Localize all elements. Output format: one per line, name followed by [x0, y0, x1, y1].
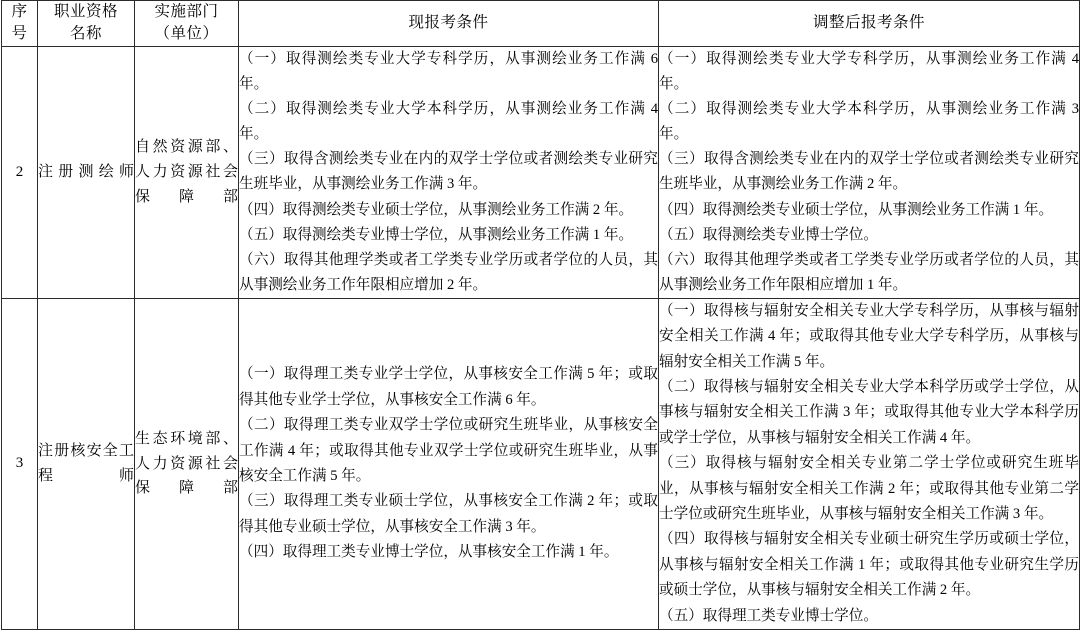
condition-item: （三）取得理工类专业硕士学位，从事核安全工作满 2 年；或取得其他专业硕士学位，从事核安全工作满 3 年。 — [239, 493, 658, 535]
row-seq: 3 — [2, 298, 38, 629]
row-implementing-department — [135, 46, 239, 298]
condition-item: （六）取得其他理学类或者工学类专业学历或者学位的人员，其从事测绘业务工作年限相应增加 2 年。 — [239, 251, 658, 293]
condition-item: （一）取得测绘类专业大学专科学历，从事测绘业务工作满 4 年。 — [659, 50, 1079, 93]
column-header-adjusted-conditions: 调整后报考条件 — [659, 1, 1080, 47]
condition-item: （五）取得测绘类专业博士学位，从事测绘业务工作满 1 年。 — [239, 226, 634, 243]
condition-item: （三）取得含测绘类专业在内的双学士学位或者测绘类专业研究生班毕业，从事测绘业务工作满 2 年。 — [659, 151, 1079, 193]
row-implementing-department — [135, 298, 239, 629]
condition-item: （五）取得理工类专业博士学位。 — [659, 607, 878, 624]
column-header-current-conditions: 现报考条件 — [239, 1, 659, 47]
row-qualification-name-text: 注册核安全工程师 — [38, 443, 134, 484]
column-header-implementing-department: 实施部门 （单位） — [135, 1, 239, 47]
condition-item: （四）取得理工类专业博士学位，从事核安全工作满 1 年。 — [239, 544, 619, 561]
table-row — [2, 46, 1080, 298]
column-header-qualification-name: 职业资格 名称 — [38, 1, 135, 47]
condition-item: （五）取得测绘类专业博士学位。 — [659, 226, 878, 243]
condition-item: （一）取得测绘类专业大学专科学历，从事测绘业务工作满 6 年。 — [239, 50, 658, 93]
row-adjusted-conditions — [659, 298, 1080, 629]
row-qualification-name — [38, 298, 135, 629]
condition-item: （一）取得核与辐射安全相关专业大学专科学历，从事核与辐射安全相关工作满 4 年；或取得其他专业大学专科学历，从事核与辐射安全相关工作满 5 年。 — [659, 302, 1079, 370]
condition-item: （四）取得测绘类专业硕士学位，从事测绘业务工作满 2 年。 — [239, 201, 634, 218]
table-body — [2, 46, 1080, 629]
row-qualification-name-text: 注册测绘师 — [38, 164, 134, 181]
row-implementing-department-text: 自然资源部、人力资源社会保障部 — [135, 139, 238, 205]
condition-item: （二）取得核与辐射安全相关专业大学本科学历或学士学位，从事核与辐射安全相关工作满 3 年；或取得其他专业大学本科学历或学士学位，从事核与辐射安全相关工作满 4 年。 — [659, 379, 1079, 446]
condition-item: （三）取得含测绘类专业在内的双学士学位或者测绘类专业研究生班毕业，从事测绘业务工作满 3 年。 — [239, 151, 658, 193]
condition-item: （四）取得测绘类专业硕士学位，从事测绘业务工作满 1 年。 — [659, 201, 1054, 218]
condition-item: （二）取得测绘类专业大学本科学历，从事测绘业务工作满 4 年。 — [239, 101, 658, 143]
row-qualification-name — [38, 46, 135, 298]
condition-item: （六）取得其他理学类或者工学类专业学历或者学位的人员，其从事测绘业务工作年限相应增加 1 年。 — [659, 251, 1079, 293]
table-row — [2, 298, 1080, 629]
condition-item: （一）取得理工类专业学士学位，从事核安全工作满 5 年；或取得其他专业学士学位，从事核安全工作满 6 年。 — [239, 366, 658, 408]
table-header — [2, 1, 1080, 47]
row-current-conditions — [239, 298, 659, 629]
table-header-row — [2, 1, 1080, 47]
row-current-conditions — [239, 46, 659, 298]
column-header-seq: 序 号 — [2, 1, 38, 47]
row-implementing-department-text: 生态环境部、人力资源社会保障部 — [135, 430, 238, 497]
row-seq: 2 — [2, 46, 38, 298]
qualification-conditions-table — [1, 0, 1080, 630]
condition-item: （二）取得理工类专业双学士学位或研究生班毕业，从事核安全工作满 4 年；或取得其他专业双学士学位或研究生班毕业，从事核安全工作满 5 年。 — [239, 417, 658, 484]
row-adjusted-conditions — [659, 46, 1080, 298]
condition-item: （四）取得核与辐射安全相关专业硕士研究生学历或硕士学位，从事核与辐射安全相关工作满 1 年；或取得其他专业研究生学历或硕士学位，从事核与辐射安全相关工作满 2 年。 — [659, 531, 1079, 599]
condition-item: （二）取得测绘类专业大学本科学历，从事测绘业务工作满 3 年。 — [659, 101, 1079, 143]
condition-item: （三）取得核与辐射安全相关专业第二学士学位或研究生班毕业，从事核与辐射安全相关工作满 2 年；或取得其他专业第二学士学位或研究生班毕业，从事核与辐射安全相关工作满 3 年。 — [659, 455, 1079, 522]
